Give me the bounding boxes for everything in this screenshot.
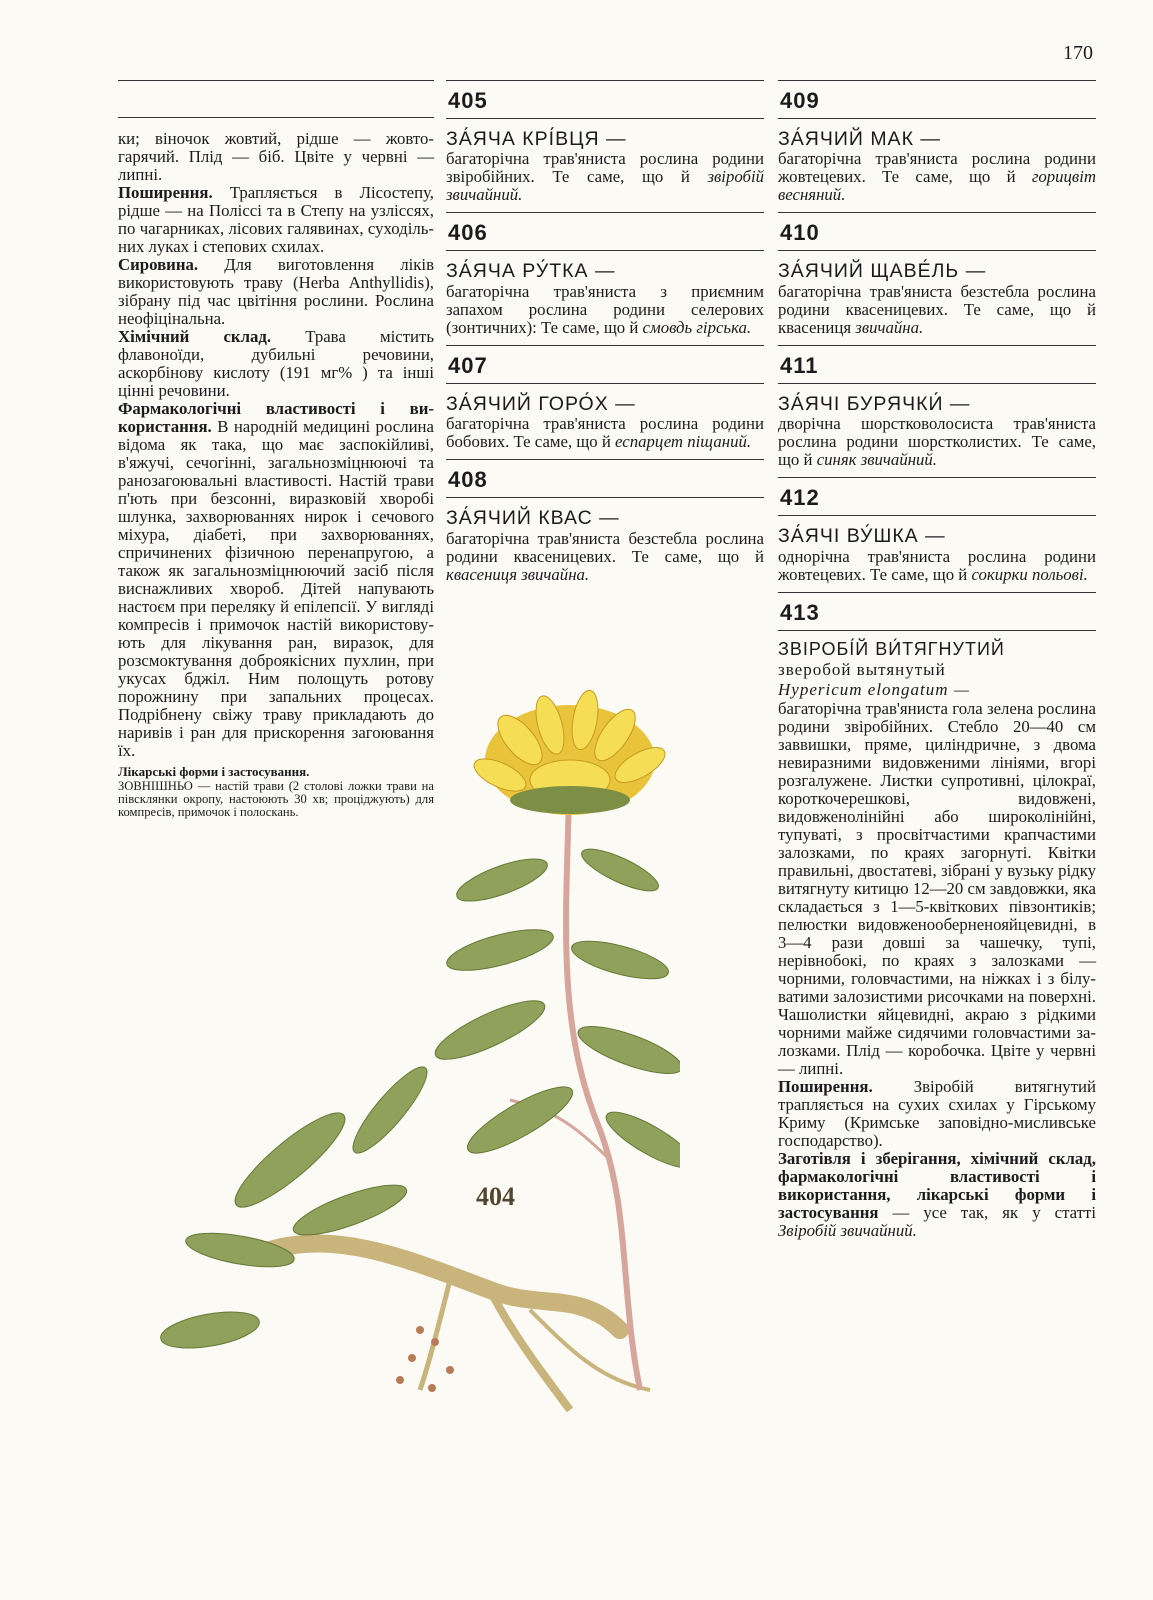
dictionary-entry [446, 459, 764, 583]
entry-title: ЗА́ЯЧА КРІ́ВЦЯ — [446, 128, 627, 150]
plant-illustration [150, 690, 680, 1450]
final-paragraph [778, 1150, 1096, 1240]
entry-body: багаторічна трав'яниста рослина родини бобових. Те саме, що й [446, 414, 764, 452]
entry-description: багаторічна трав'яниста гола зелена рослина родини звіробійних. Стебло 20—40 см заввишки, пряме, циліндричне, з двома невиразними видовженими лініями, вгорі розгалужене. Листки супротивні, цілокраї, короткочерешкові, видовжені, видовженолінійні або широколінійні, тупуваті, з просвітчастими крапчастими залозками, по краях загорнуті. Квітки правильні, двостатеві, зібрані у вузьку рідку витягнуту китицю 12—20 см завдовжки, яка складається з 1—5-квіткових півзонтиків; пелюстки видовженооберненояйцевидні, в 3—4 рази довші за чашечку, тупі, нерівнобокі, по краях з залозками — чорними, головчастими, на ніжках і з білуватими залозистими рисочками на поверхні. Чашолистки яйцевидні, акраю з рідкими чорними майже сидячими головчастими залозками. Плід — коробочка. Цвіте у червні — липні. [778, 698, 1096, 1078]
pharm-text: В народній медицині рослина відома як така, що має заспокійливі, в'яжучі, сечогінні, загальнозміцнюючі та ранозагоювальні властивості. Настій трави п'ють при безсонні, виразковій хворобі шлунка, захворюваннях нирок і сечового міхура, діабеті, при захворюваннях, спричинених фізичною перенапругою, а також як загальнозміцнюючий засіб після виснажливих хвороб. Дітей напувають настоєм при переляку й епілепсії. У вигляді компресів і примочок настій використовують для лікування ран, виразок, для розсмоктування доброякісних пухлин, при укусах бджіл. Ним полощуть ротову порожнину при запальних процесах. Подрібнену свіжу траву прикладають до наривів і ран для прискорення загоювання їх. [118, 417, 434, 760]
dictionary-entry [778, 345, 1096, 469]
entry-body: багаторічна трав'яниста безстебла рослина родини квасеницевих. Те саме, що й квасениця [778, 281, 1096, 337]
final-label: Заготівля і зберігання, хімічний склад, фармакологічні властивості і використання, лікарські форми і застосування [778, 1148, 1096, 1222]
root-icon [270, 1244, 650, 1410]
forms-label: Лікарські форми і застосування. [118, 764, 310, 779]
chem-label: Хімічний склад. [118, 327, 272, 346]
entry-title: ЗА́ЯЧИЙ ЩАВЕ́ЛЬ — [778, 260, 987, 283]
spread-text: Звіробій витягнутий трапляється на сухих схилах у Гірському Криму (Кримське заповідно-мисливське господарство). [778, 1076, 1096, 1150]
entry-number: 410 [780, 220, 820, 246]
entry-reference: квасениця звичайна. [446, 564, 590, 584]
latin-name-text: Hypericum elongatum [778, 679, 949, 699]
entry-reference: сокирки польові. [971, 564, 1088, 584]
entry-title: ЗА́ЯЧІ БУРЯЧКИ́ — [778, 392, 971, 415]
entry-title: ЗА́ЯЧА РУ́ТКА — [446, 260, 616, 283]
divider [446, 118, 764, 119]
spread-label: Поширення. [778, 1076, 873, 1096]
entry-title: ЗВІРОБІ́Й ВИ́ТЯГНУТИЙ [778, 638, 1005, 659]
divider [778, 118, 1096, 119]
entry-reference: смовдь гірська. [642, 317, 752, 337]
entry-text [778, 150, 1096, 204]
right-column [778, 80, 1096, 1240]
entry-number: 408 [448, 467, 488, 493]
entry-text [446, 283, 764, 337]
entry-body: дворічна шорстковолосиста трав'яниста рослина родини шорстколистих. Те саме, що й [778, 414, 1096, 470]
entry-reference: синяк звичайний. [816, 450, 938, 470]
entry-body: багаторічна трав'яниста безстебла рослина родини квасеницевих. Те саме, що й [446, 528, 764, 566]
entry-text [778, 283, 1096, 337]
entry-text [778, 415, 1096, 469]
entry-body: багаторічна трав'яниста рослина родини звіробійних. Те саме, що й [446, 149, 764, 187]
entry-number: 406 [448, 220, 488, 246]
chem-paragraph [118, 328, 434, 400]
divider [446, 497, 764, 498]
flower-icon [470, 690, 671, 815]
dictionary-entry [446, 345, 764, 451]
middle-column [446, 80, 764, 592]
dictionary-entry [446, 81, 764, 204]
spread-label: Поширення. [118, 183, 213, 202]
divider [446, 250, 764, 251]
entry-body: однорічна трав'яниста рослина родини жовтецевих. Те саме, що й [778, 546, 1096, 584]
entry-reference: звіробій звичайний. [446, 167, 764, 205]
leaf-icon [158, 841, 680, 1354]
entry-title: ЗА́ЯЧИЙ ГОРО́Х — [446, 392, 636, 415]
latin-name [778, 680, 1096, 700]
middle-entries [446, 81, 764, 584]
entry-title: ЗА́ЯЧИЙ КВАС — [446, 507, 620, 530]
entry-title: ЗА́ЯЧІ ВУ́ШКА — [778, 525, 946, 548]
divider [778, 250, 1096, 251]
raw-paragraph [118, 256, 434, 328]
entry-number: 407 [448, 352, 488, 378]
entry-body: багаторічна трав'яниста з приємним запахом рослина родини селерових (зонтичних): Те саме, що й [446, 281, 764, 337]
forms-text: ЗОВНІШНЬО — настій трави (2 столові ложки трави на півсклянки окропу, настоюють 30 хв; проціджують) для компресів, примочок і полоскань. [118, 779, 434, 819]
dictionary-entry [778, 81, 1096, 204]
entry-body: багаторічна трав'яниста рослина родини жовтецевих. Те саме, що й [778, 149, 1096, 187]
russian-name: зверобой вытянутый [778, 659, 946, 679]
chem-text: Трава містить флавоноїди, дубильні речовини, аскорбінову кислоту (191 мг% ) та інші цінні речовини. [118, 327, 434, 400]
right-entries [778, 81, 1096, 584]
final-ref: Звіробій звичайний. [778, 1220, 917, 1240]
entry-text [446, 530, 764, 584]
entry-title: ЗА́ЯЧИЙ МАК — [778, 128, 941, 150]
dictionary-entry [778, 477, 1096, 583]
entry-reference: еспарцет піщаний. [615, 432, 752, 452]
description-continued: ки; віночок жовтий, рідше — жовтогарячий. Плід — біб. Цвіте у червні — липні. [118, 129, 434, 184]
page-number: 170 [1063, 42, 1093, 64]
entry-number: 412 [780, 485, 820, 511]
divider [118, 117, 434, 118]
latin-dash: — [948, 679, 970, 699]
spread-paragraph [778, 1078, 1096, 1150]
raw-text: Для виготовлення ліків використовують траву (Herba Anthyllidis), зібрану під час цвітіння рослини. Рослина неофіцінальна. [118, 255, 435, 328]
raw-label: Сировина. [118, 255, 199, 274]
entry-number: 411 [780, 352, 819, 378]
dictionary-entry [778, 212, 1096, 336]
entry-number: 413 [780, 599, 820, 625]
divider [778, 515, 1096, 516]
entry-text [778, 548, 1096, 584]
divider [446, 383, 764, 384]
pharm-label: Фармакологічні властивості і використання. [118, 399, 434, 436]
entry-number: 405 [448, 88, 488, 113]
figure-label: 404 [476, 1182, 515, 1211]
entry-reference: горицвіт весняний. [778, 167, 1096, 205]
entry-text [446, 415, 764, 451]
entry-reference: звичайна. [855, 317, 924, 337]
spread-paragraph [118, 184, 434, 256]
divider [778, 630, 1096, 631]
entry-number: 409 [780, 88, 820, 113]
dictionary-entry [446, 212, 764, 336]
final-text: — усе так, як у статті [878, 1202, 1096, 1222]
divider [778, 383, 1096, 384]
entry-text [446, 150, 764, 204]
spread-text: Трапляється в Лісостепу, рідше — на Поліссі та в Степу на узліссях, по чагарниках, лісових галявинах, суходільних луках і степових схилах. [118, 183, 434, 256]
